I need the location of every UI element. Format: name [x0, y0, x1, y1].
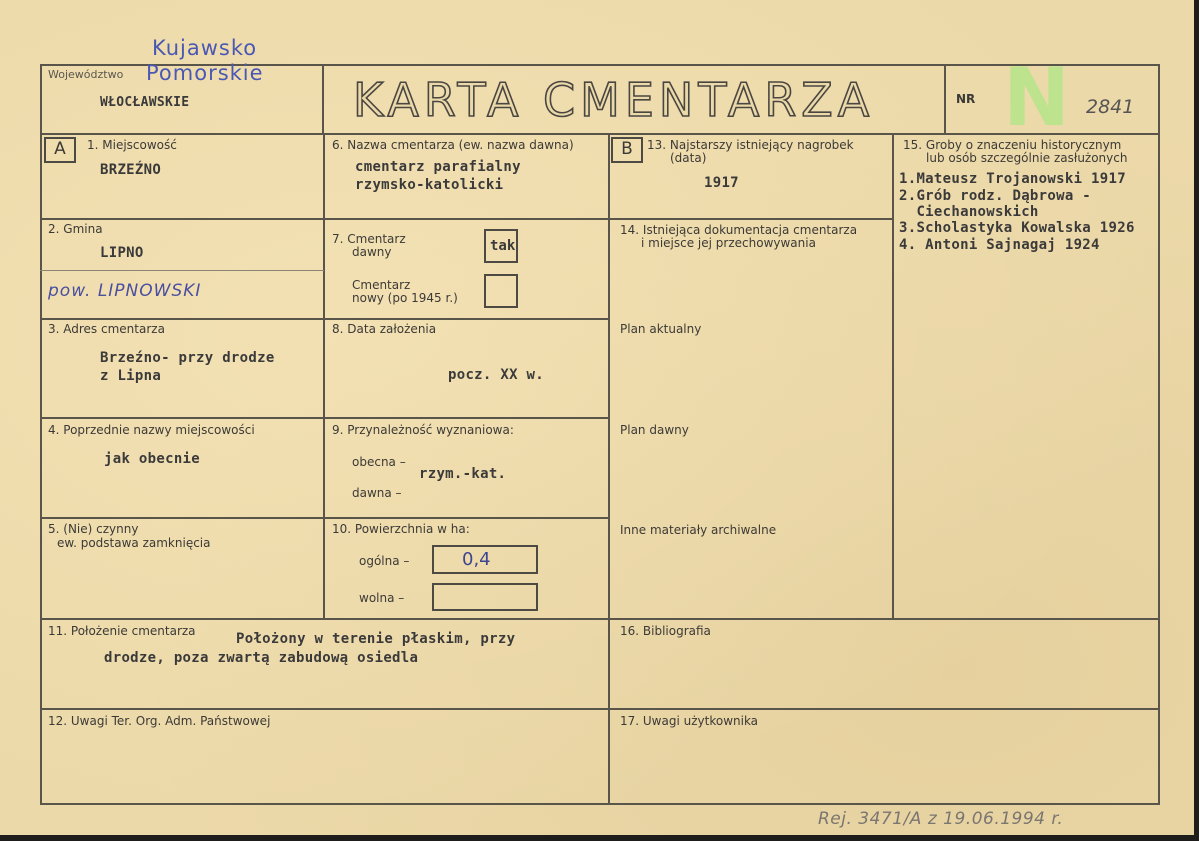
rule-col3: [892, 133, 894, 619]
field-13-label-line1: 13. Najstarszy istniejący nagrobek: [647, 138, 854, 152]
rule-col2: [608, 133, 610, 805]
field-16-label: 16. Bibliografia: [620, 624, 711, 638]
field-13-value: 1917: [704, 175, 739, 191]
rule-header-div1: [322, 64, 324, 134]
field-2-powiat: pow. LIPNOWSKI: [48, 281, 202, 301]
rule-row2: [40, 318, 610, 320]
rule-left: [40, 64, 42, 804]
field-15-entry: 2.Grób rodz. Dąbrowa -: [899, 188, 1092, 204]
field-10-total-value: 0,4: [462, 549, 491, 570]
field-7-old-checkbox: [484, 229, 518, 263]
field-15-entry: 4. Antoni Sajnagaj 1924: [899, 237, 1100, 253]
plan-old-label: Plan dawny: [620, 423, 689, 437]
field-10-total-box: [432, 545, 538, 574]
field-7-old-label-line1: 7. Cmentarz: [332, 232, 406, 246]
field-7-old-label-line2: dawny: [352, 245, 392, 259]
nr-label: NR: [956, 92, 976, 106]
field-7-new-checkbox: [484, 274, 518, 308]
rule-row3: [40, 417, 610, 419]
field-14-label-line1: 14. Istniejąca dokumentacja cmentarza: [620, 223, 858, 237]
nr-stamp: N: [1003, 51, 1070, 144]
field-3-label: 3. Adres cmentarza: [48, 322, 165, 336]
voivodeship-value: WŁOCŁAWSKIE: [100, 95, 190, 110]
field-15-entry: 3.Scholastyka Kowalska 1926: [899, 220, 1135, 236]
field-9-former-label: dawna –: [352, 486, 402, 500]
field-7-new-label-line1: Cmentarz: [352, 278, 411, 292]
field-17-label: 17. Uwagi użytkownika: [620, 714, 759, 728]
field-12-label: 12. Uwagi Ter. Org. Adm. Państwowej: [48, 714, 271, 728]
section-b-tag: B: [611, 137, 643, 163]
section-a-tag: A: [44, 137, 76, 163]
field-9-current-label: obecna –: [352, 455, 406, 469]
rule-row6: [40, 708, 1160, 710]
field-7-new-label-line2: nowy (po 1945 r.): [352, 291, 458, 305]
rule-right: [1158, 64, 1160, 805]
field-1-label: 1. Miejscowość: [87, 138, 177, 152]
field-11-label: 11. Położenie cmentarza: [48, 624, 196, 638]
field-6-value-line2: rzymsko-katolicki: [355, 177, 504, 193]
field-3-value-line2: z Lipna: [100, 368, 162, 384]
field-11-value-line2: drodze, poza zwartą zabudową osiedla: [104, 650, 419, 666]
field-15-label-line1: 15. Groby o znaczeniu historycznym: [903, 138, 1122, 152]
rule-row5: [40, 618, 1160, 620]
field-4-label: 4. Poprzednie nazwy miejscowości: [48, 423, 255, 437]
field-2-label: 2. Gmina: [48, 222, 103, 236]
registry-reference: Rej. 3471/A z 19.06.1994 r.: [818, 809, 1064, 829]
card-title: KARTA CMENTARZA: [353, 73, 875, 127]
field-9-current-value: rzym.-kat.: [419, 466, 507, 482]
field-9-label: 9. Przynależność wyznaniowa:: [332, 423, 514, 437]
rule-col3-row1: [608, 218, 893, 220]
field-1-value: BRZEŹNO: [100, 162, 162, 178]
field-13-label-line2: (data): [670, 151, 707, 165]
nr-value: 2841: [1086, 96, 1135, 118]
field-11-value-line1: Położony w terenie płaskim, przy: [236, 631, 516, 647]
field-2-value: LIPNO: [100, 245, 144, 261]
field-6-label: 6. Nazwa cmentarza (ew. nazwa dawna): [332, 138, 574, 152]
field-10-total-label: ogólna –: [359, 554, 410, 568]
field-7-old-value: tak: [490, 238, 516, 254]
rule-col1: [323, 133, 325, 619]
field-10-label: 10. Powierzchnia w ha:: [332, 522, 470, 536]
rule-row4: [40, 517, 610, 519]
rule-header-div2: [944, 64, 946, 134]
field-10-free-box: [432, 583, 538, 611]
field-8-label: 8. Data założenia: [332, 322, 437, 336]
rule-row2a: [40, 270, 324, 271]
rule-bottom: [40, 803, 1160, 805]
stamp-line1: Kujawsko: [152, 36, 258, 60]
voivodeship-label: Województwo: [48, 68, 124, 81]
field-14-label-line2: i miejsce jej przechowywania: [641, 236, 816, 250]
stamp-line2: Pomorskie: [146, 61, 264, 85]
field-3-value-line1: Brzeźno- przy drodze: [100, 350, 275, 366]
rule-header-bottom: [40, 133, 1160, 135]
field-15-entry: Ciechanowskich: [899, 204, 1039, 220]
field-6-value-line1: cmentarz parafialny: [355, 159, 521, 175]
field-5-label-line1: 5. (Nie) czynny: [48, 522, 139, 536]
field-15-label-line2: lub osób szczególnie zasłużonych: [926, 151, 1128, 165]
archives-label: Inne materiały archiwalne: [620, 523, 777, 537]
field-5-label-line2: ew. podstawa zamknięcia: [57, 536, 211, 550]
field-8-value: pocz. XX w.: [448, 367, 545, 383]
field-10-free-label: wolna –: [359, 591, 405, 605]
rule-row1: [40, 218, 610, 220]
field-4-value: jak obecnie: [104, 451, 201, 467]
field-15-entry: 1.Mateusz Trojanowski 1917: [899, 171, 1126, 187]
plan-current-label: Plan aktualny: [620, 322, 702, 336]
